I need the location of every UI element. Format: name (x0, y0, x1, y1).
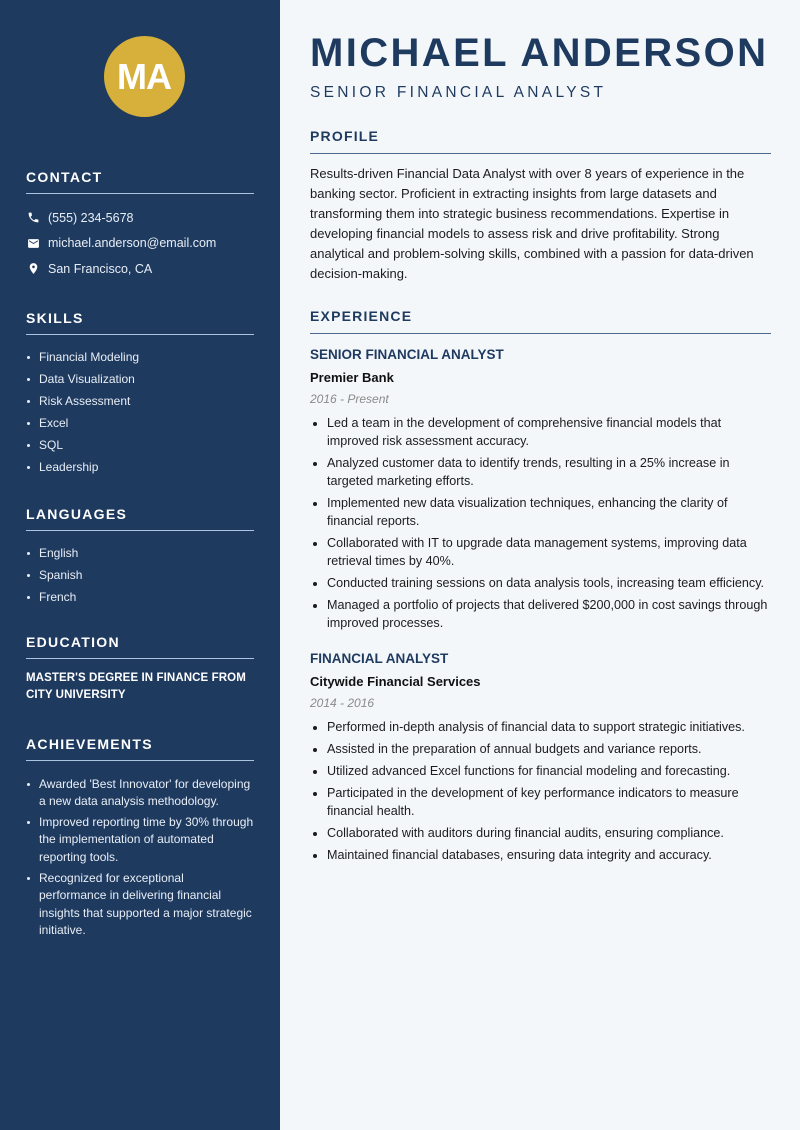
avatar: MA (104, 36, 185, 117)
achievements-heading: ACHIEVEMENTS (26, 736, 254, 761)
location-pin-icon (26, 262, 40, 276)
languages-section (26, 506, 254, 608)
job-dates: 2014 - 2016 (310, 696, 375, 710)
contact-location (26, 256, 254, 282)
job-role: SENIOR FINANCIAL ANALYST (310, 347, 504, 362)
skill-item: SQL (26, 434, 254, 456)
main-content (280, 0, 800, 1130)
achievements-list (26, 776, 254, 940)
candidate-name: MICHAEL ANDERSON (310, 31, 769, 75)
email-icon (26, 236, 40, 250)
skill-item: Leadership (26, 456, 254, 478)
job-company: Citywide Financial Services (310, 674, 481, 689)
skills-heading: SKILLS (26, 310, 254, 335)
profile-heading: PROFILE (310, 128, 771, 154)
contact-list (26, 205, 254, 282)
achievement-item: Improved reporting time by 30% through the implementation of automated reporting tools. (26, 814, 254, 866)
experience-heading: EXPERIENCE (310, 308, 771, 334)
job-bullet: Implemented new data visualization techniques, enhancing the clarity of financial reports. (310, 494, 771, 530)
job-bullets (310, 414, 771, 632)
language-item: French (26, 586, 254, 608)
job-bullet: Led a team in the development of comprehensive financial models that improved risk assessment accuracy. (310, 414, 771, 450)
profile-section (310, 128, 771, 284)
job-bullet: Collaborated with auditors during financial audits, ensuring compliance. (310, 824, 771, 842)
achievement-item: Awarded 'Best Innovator' for developing a new data analysis methodology. (26, 776, 254, 811)
languages-heading: LANGUAGES (26, 506, 254, 531)
skills-section (26, 310, 254, 478)
job-dates: 2016 - Present (310, 392, 389, 406)
job-bullets (310, 718, 771, 864)
contact-section (26, 169, 254, 282)
contact-heading: CONTACT (26, 169, 254, 194)
education-section (26, 634, 254, 704)
job-bullet: Analyzed customer data to identify trends, resulting in a 25% increase in targeted marketing efforts. (310, 454, 771, 490)
phone-icon (26, 211, 40, 225)
experience-section (310, 308, 771, 864)
location-text: San Francisco, CA (48, 261, 153, 276)
achievement-item: Recognized for exceptional performance in delivering financial insights that supported a major strategic initiative. (26, 870, 254, 939)
phone-text: (555) 234-5678 (48, 210, 134, 225)
skills-list (26, 346, 254, 478)
job-company: Premier Bank (310, 370, 394, 385)
skill-item: Financial Modeling (26, 346, 254, 368)
avatar-container (26, 36, 254, 117)
job-bullet: Utilized advanced Excel functions for financial modeling and forecasting. (310, 762, 771, 780)
job-entry (310, 346, 771, 632)
skill-item: Excel (26, 412, 254, 434)
languages-list (26, 542, 254, 608)
job-bullet: Maintained financial databases, ensuring data integrity and accuracy. (310, 846, 771, 864)
job-entry (310, 650, 771, 864)
sidebar (0, 0, 280, 1130)
education-heading: EDUCATION (26, 634, 254, 659)
education-degree: MASTER'S DEGREE IN FINANCE FROM CITY UNIVERSITY (26, 671, 246, 701)
contact-phone (26, 205, 254, 231)
skill-item: Data Visualization (26, 368, 254, 390)
language-item: Spanish (26, 564, 254, 586)
skill-item: Risk Assessment (26, 390, 254, 412)
job-bullet: Conducted training sessions on data analysis tools, increasing team efficiency. (310, 574, 771, 592)
job-bullet: Performed in-depth analysis of financial data to support strategic initiatives. (310, 718, 771, 736)
candidate-title: SENIOR FINANCIAL ANALYST (310, 84, 607, 101)
profile-text: Results-driven Financial Data Analyst with over 8 years of experience in the banking sector. Proficient in extracting insights from large datasets and transforming them into strategic business recommendations. Expertise in developing financial models to assess risk and drive profitability. Strong analytical and problem-solving skills, combined with a passion for data-driven decision-making. (310, 166, 754, 281)
job-bullet: Managed a portfolio of projects that delivered $200,000 in cost savings through improved processes. (310, 596, 771, 632)
achievements-section (26, 736, 254, 940)
job-bullet: Participated in the development of key performance indicators to measure financial health. (310, 784, 771, 820)
job-role: FINANCIAL ANALYST (310, 651, 449, 666)
language-item: English (26, 542, 254, 564)
email-text: michael.anderson@email.com (48, 236, 217, 251)
job-bullet: Assisted in the preparation of annual budgets and variance reports. (310, 740, 771, 758)
contact-email (26, 231, 254, 257)
job-bullet: Collaborated with IT to upgrade data management systems, improving data retrieval times by 40%. (310, 534, 771, 570)
